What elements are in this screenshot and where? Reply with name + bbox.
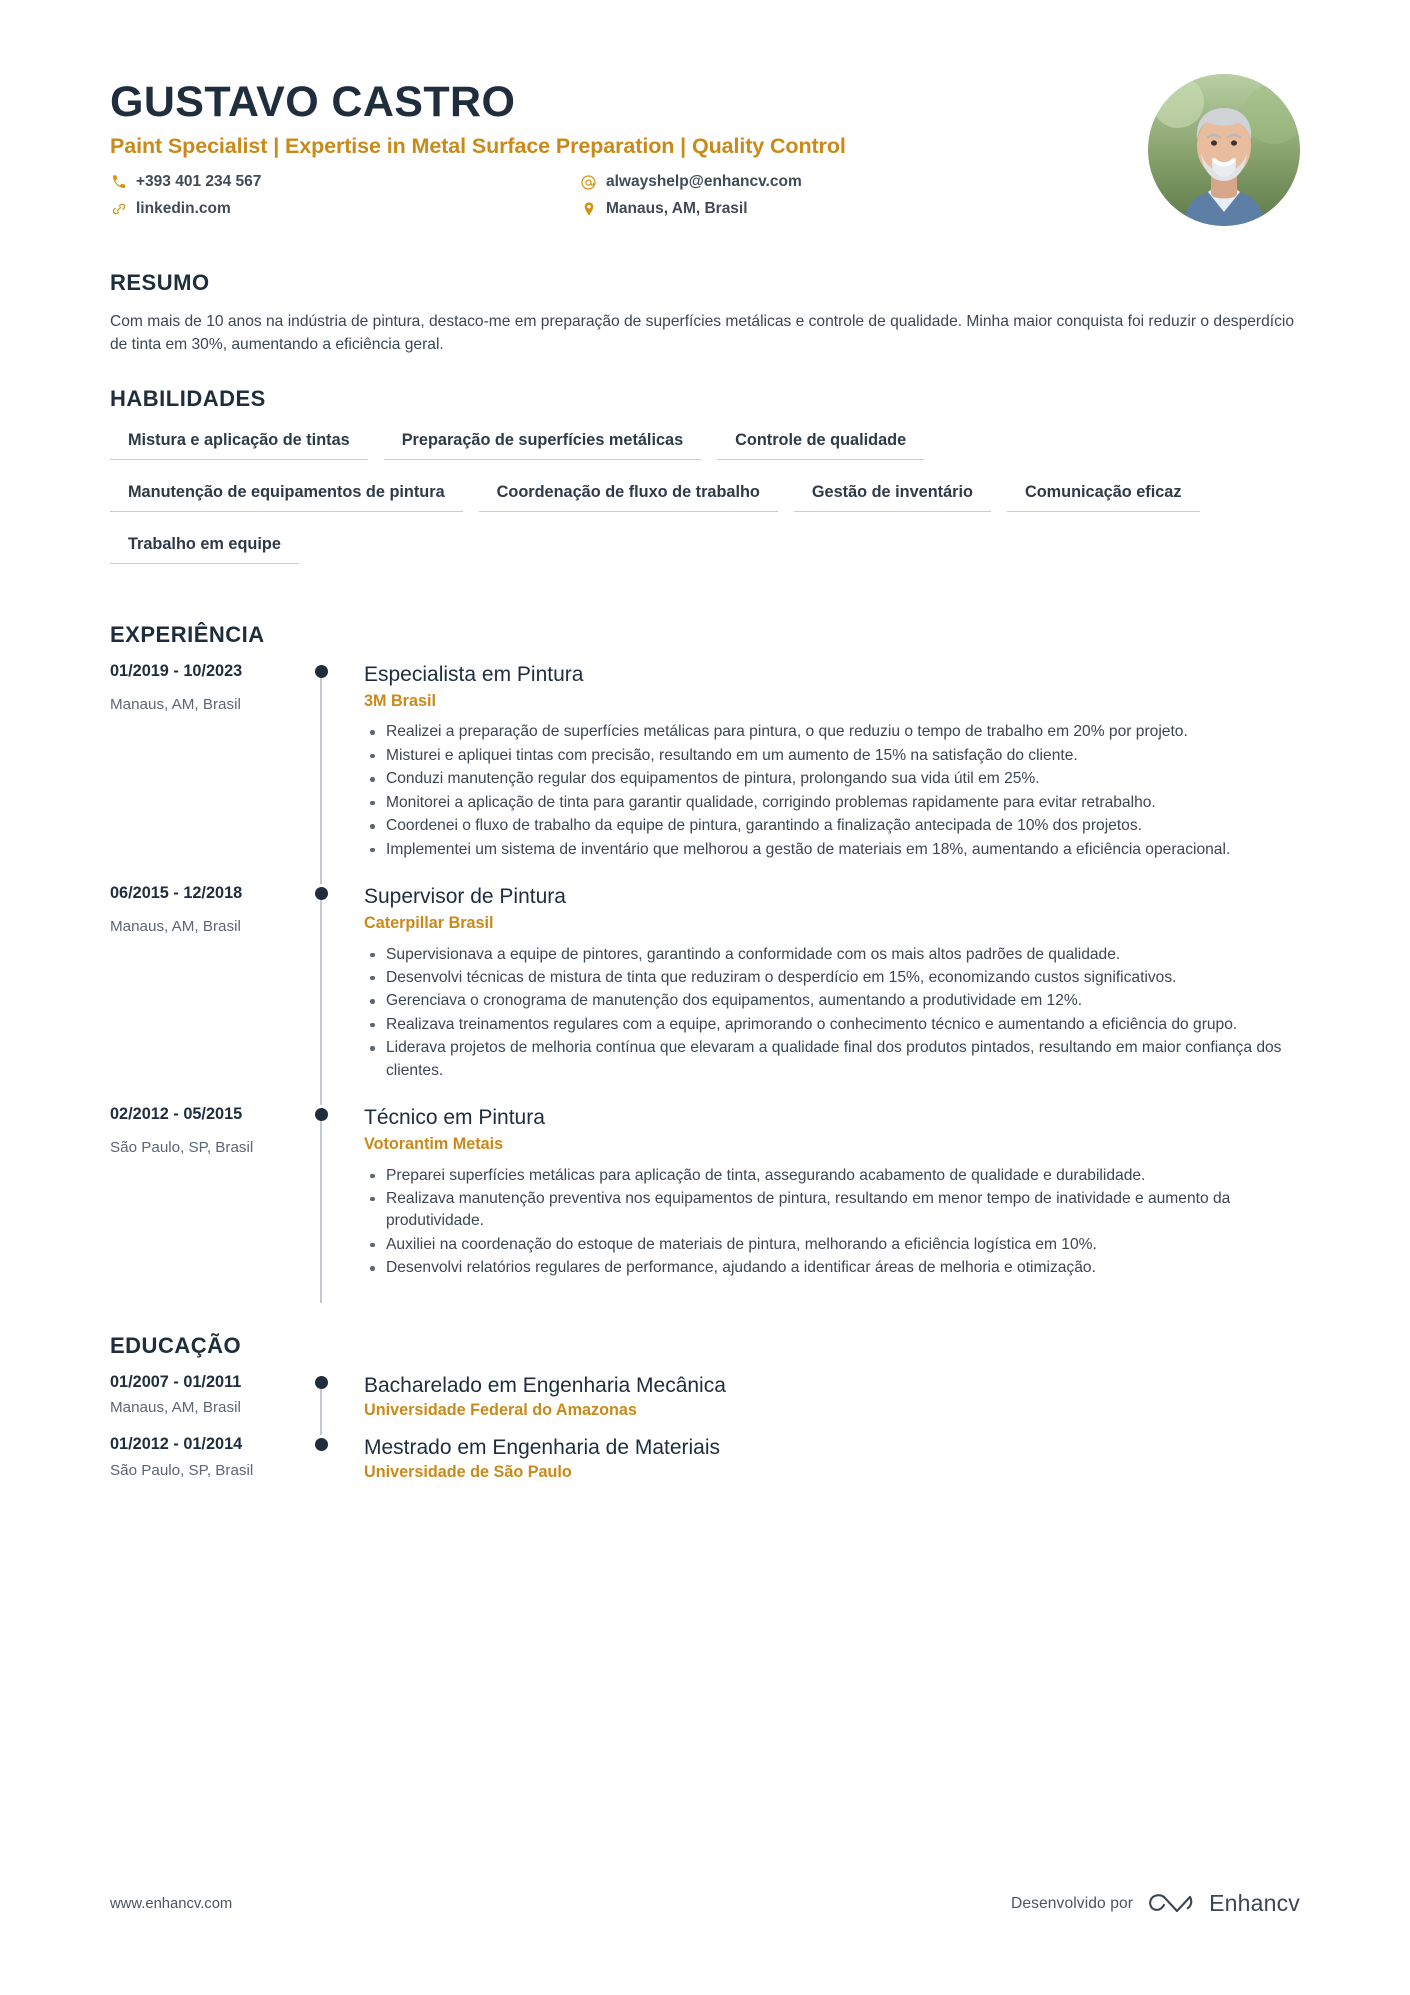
skill-item: Manutenção de equipamentos de pintura xyxy=(110,478,463,512)
education-entries xyxy=(110,1373,1300,1498)
bullet-item: Monitorei a aplicação de tinta para garantir qualidade, corrigindo problemas rapidamente para evitar retrabalho. xyxy=(364,792,1299,814)
bullet-item: Realizava manutenção preventiva nos equipamentos de pintura, resultando em menor tempo de inatividade e aumento da produtividade. xyxy=(364,1188,1299,1233)
entry-degree-title: Mestrado em Engenharia de Materiais xyxy=(364,1436,721,1460)
footer-website-url[interactable]: www.enhancv.com xyxy=(110,1895,233,1912)
section-title-resumo: RESUMO xyxy=(110,270,210,295)
entry-company: 3M Brasil xyxy=(364,692,436,711)
footer-branding xyxy=(1011,1890,1300,1917)
timeline-rail xyxy=(310,884,350,1105)
entry-body xyxy=(350,884,1300,1105)
footer-powered-by-label: Desenvolvido por xyxy=(1010,1894,1134,1912)
entry-location: Manaus, AM, Brasil xyxy=(110,695,241,713)
avatar xyxy=(1148,74,1300,226)
section-educacao xyxy=(110,1333,1300,1498)
bullet-item: Gerenciava o cronograma de manutenção dos equipamentos, aumentando a produtividade em 12%. xyxy=(364,990,1299,1012)
entry-location: Manaus, AM, Brasil xyxy=(110,917,241,935)
professional-headline: Paint Specialist | Expertise in Metal Surface Preparation | Quality Control xyxy=(110,134,846,159)
entry-meta xyxy=(110,1435,310,1497)
bullet-item: Conduzi manutenção regular dos equipamentos de pintura, prolongando sua vida útil em 25%. xyxy=(364,768,1299,790)
experience-entry xyxy=(110,1105,1300,1303)
timeline-dot-icon xyxy=(315,1376,328,1389)
page-title: GUSTAVO CASTRO xyxy=(110,78,516,126)
contact-linkedin[interactable] xyxy=(110,199,580,220)
header-text-block xyxy=(110,70,1148,220)
footer-brand-name: Enhancv xyxy=(1209,1890,1300,1916)
education-entry xyxy=(110,1435,1300,1497)
section-habilidades xyxy=(110,386,1300,582)
timeline-rail xyxy=(310,1435,350,1497)
section-title-educacao: EDUCAÇÃO xyxy=(110,1332,242,1358)
entry-dates: 02/2012 - 05/2015 xyxy=(110,1105,243,1124)
entry-company: Caterpillar Brasil xyxy=(364,914,494,933)
timeline-rail xyxy=(310,662,350,884)
bullet-item: Realizava treinamentos regulares com a equipe, aprimorando o conhecimento técnico e aumentando a eficiência do grupo. xyxy=(364,1014,1299,1036)
skills-list xyxy=(110,426,1300,582)
entry-meta xyxy=(110,1373,310,1435)
entry-bullets xyxy=(364,944,1300,1083)
bullet-item: Coordenei o fluxo de trabalho da equipe de pintura, garantindo a finalização antecipada de 10% dos projetos. xyxy=(364,815,1299,837)
timeline-line xyxy=(320,671,322,884)
bullet-item: Auxiliei na coordenação do estoque de materiais de pintura, melhorando a eficiência logística em 10%. xyxy=(364,1234,1299,1256)
education-entry xyxy=(110,1373,1300,1435)
contact-phone[interactable] xyxy=(110,172,580,193)
entry-job-title: Especialista em Pintura xyxy=(364,663,584,687)
bullet-item: Desenvolvi técnicas de mistura de tinta que reduziram o desperdício em 15%, economizando custos significativos. xyxy=(364,967,1299,989)
entry-body xyxy=(350,1435,1300,1497)
skill-item: Controle de qualidade xyxy=(717,426,924,460)
section-title-experiencia: EXPERIÊNCIA xyxy=(110,622,265,648)
entry-bullets xyxy=(364,721,1300,861)
link-icon xyxy=(110,201,127,218)
entry-location: Manaus, AM, Brasil xyxy=(110,1399,241,1417)
entry-meta xyxy=(110,884,310,1105)
entry-institution: Universidade Federal do Amazonas xyxy=(364,1401,637,1420)
entry-institution: Universidade de São Paulo xyxy=(364,1463,572,1482)
entry-meta xyxy=(110,662,310,884)
entry-body xyxy=(350,1105,1300,1303)
phone-icon xyxy=(110,174,127,191)
entry-job-title: Técnico em Pintura xyxy=(364,1106,545,1130)
resume-header xyxy=(110,70,1300,226)
bullet-item: Liderava projetos de melhoria contínua que elevaram a qualidade final dos produtos pintados, resultando em maior confiança dos clientes. xyxy=(364,1037,1299,1082)
contact-location[interactable] xyxy=(580,199,1148,220)
entry-dates: 06/2015 - 12/2018 xyxy=(110,884,243,903)
skill-item: Trabalho em equipe xyxy=(110,530,299,564)
entry-body xyxy=(350,1373,1300,1435)
location-pin-icon xyxy=(580,201,597,218)
bullet-item: Misturei e apliquei tintas com precisão, resultando em um aumento de 15% na satisfação do cliente. xyxy=(364,745,1299,767)
entry-degree-title: Bacharelado em Engenharia Mecânica xyxy=(364,1373,726,1397)
entry-meta xyxy=(110,1105,310,1303)
timeline-rail xyxy=(310,1373,350,1435)
experience-entry xyxy=(110,662,1300,884)
timeline-dot-icon xyxy=(315,665,328,678)
bullet-item: Supervisionava a equipe de pintores, garantindo a conformidade com os mais altos padrões de qualidade. xyxy=(364,944,1299,966)
contact-email[interactable] xyxy=(580,172,1148,193)
bullet-item: Desenvolvi relatórios regulares de performance, ajudando a identificar áreas de melhoria e otimização. xyxy=(364,1257,1299,1279)
contact-info-grid xyxy=(110,172,1148,220)
email-icon xyxy=(580,174,597,191)
entry-dates: 01/2012 - 01/2014 xyxy=(110,1435,243,1454)
timeline-line xyxy=(320,1114,322,1303)
contact-linkedin-label: linkedin.com xyxy=(136,199,231,217)
skill-item: Mistura e aplicação de tintas xyxy=(110,426,368,460)
timeline-rail xyxy=(310,1105,350,1303)
skill-item: Preparação de superfícies metálicas xyxy=(384,426,701,460)
skill-item: Comunicação eficaz xyxy=(1007,478,1200,512)
skill-item: Gestão de inventário xyxy=(794,478,991,512)
section-resumo xyxy=(110,270,1300,356)
contact-email-label: alwayshelp@enhancv.com xyxy=(606,172,802,190)
entry-body xyxy=(350,662,1300,884)
contact-location-label: Manaus, AM, Brasil xyxy=(606,199,748,217)
page-footer xyxy=(110,1890,1300,1917)
section-experiencia xyxy=(110,622,1300,1303)
summary-text: Com mais de 10 anos na indústria de pintura, destaco-me em preparação de superfícies metálicas e controle de qualidade. Minha maior conquista foi reduzir o desperdício de tinta em 30%, aumentando a eficiência geral. xyxy=(110,313,1295,354)
timeline-dot-icon xyxy=(315,1108,328,1121)
experience-entry xyxy=(110,884,1300,1105)
entry-job-title: Supervisor de Pintura xyxy=(364,885,566,909)
entry-dates: 01/2019 - 10/2023 xyxy=(110,662,243,681)
skill-item: Coordenação de fluxo de trabalho xyxy=(479,478,778,512)
contact-phone-label: +393 401 234 567 xyxy=(136,172,262,190)
timeline-dot-icon xyxy=(315,887,328,900)
entry-dates: 01/2007 - 01/2011 xyxy=(110,1372,242,1391)
bullet-item: Implementei um sistema de inventário que melhorou a gestão de materiais em 18%, aumentando a eficiência operacional. xyxy=(364,839,1299,861)
bullet-item: Preparei superfícies metálicas para aplicação de tinta, assegurando acabamento de qualidade e durabilidade. xyxy=(364,1165,1299,1187)
entry-company: Votorantim Metais xyxy=(364,1135,504,1154)
entry-location: São Paulo, SP, Brasil xyxy=(110,1138,254,1156)
timeline-line xyxy=(320,893,322,1105)
timeline-dot-icon xyxy=(315,1438,328,1451)
experience-entries xyxy=(110,662,1300,1303)
timeline-line xyxy=(320,1382,322,1435)
bullet-item: Realizei a preparação de superfícies metálicas para pintura, o que reduziu o tempo de trabalho em 20% por projeto. xyxy=(364,721,1299,743)
enhancv-logo-icon xyxy=(1144,1891,1198,1917)
section-title-habilidades: HABILIDADES xyxy=(110,386,266,412)
entry-bullets xyxy=(364,1165,1300,1280)
entry-location: São Paulo, SP, Brasil xyxy=(110,1461,254,1479)
